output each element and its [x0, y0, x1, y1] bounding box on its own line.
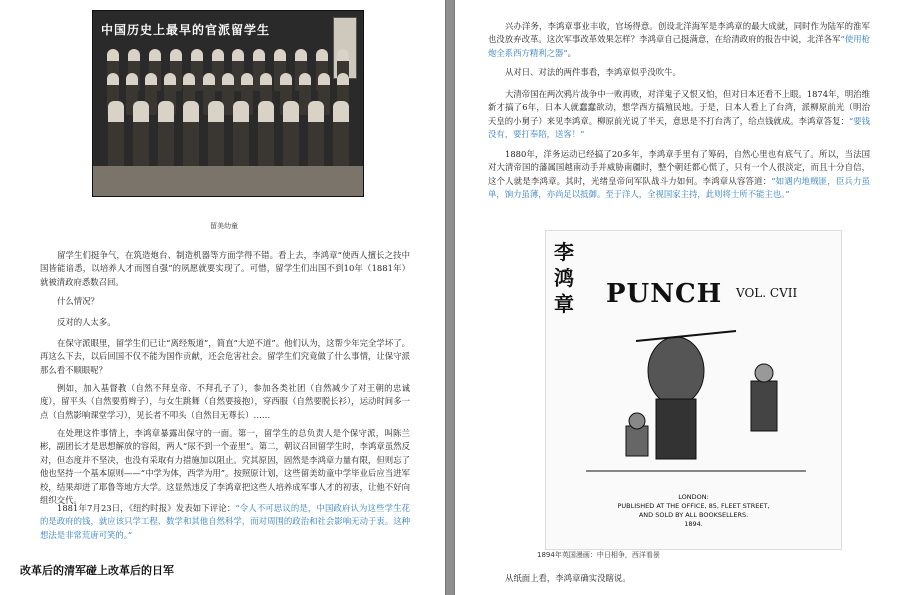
right-p4-text: 1880年，洋务运动已经搞了20多年，李鸿章手里有了筹码，自然心里也有底气了。所以，当法国对大清帝国的藩属国越南动手并威胁南疆时，整个朝廷都心慌了，只有一个人很淡定，而且十分自信，这个人就是李鸿章。其时，光绪皇帝问军队战斗力如何。李鸿章从容答道：: [488, 149, 870, 186]
right-p1-text: 兴办洋务，李鸿章事业丰收，官场得意。创设北洋海军是李鸿章的最大成就，同时作为陆军的淮军也没放弃改革。这次军事改革效果怎样？李鸿章自己挺满意，在给清政府的报告中说，北洋各军: [488, 21, 870, 45]
right-p1-quote: “使用枪炮全系西方精利之器”: [488, 34, 870, 58]
punch-cartoon: [545, 230, 842, 550]
right-last-line: 从纸面上看，李鸿章确实没瞎说。: [505, 573, 631, 583]
cartoon-illustration: [586, 311, 806, 481]
quote-lead: 1881年7月23日，《纽约时报》发表如下评论：: [57, 503, 236, 513]
left-page: [0, 0, 445, 595]
photo-caption: 留美幼童: [210, 222, 238, 230]
photo-row-front: [103, 101, 353, 176]
paragraph-1: 留学生们挺争气，在筑造炮台、制造机器等方面学得不错。看上去，李鸿章“使西人擅长之技中国皆能谙悉，以培养人才而图自强”的夙愿就要实现了。可惜，留学生们出国不到10年（1881年）就被清政府悉数召回。: [40, 250, 410, 287]
right-paragraph-4: [488, 148, 870, 202]
right-paragraph-2: 从对日、对法的两件事看，李鸿章似乎没吹牛。: [505, 67, 681, 77]
book-gutter: [445, 0, 455, 595]
paragraph-4: 在保守派眼里，留学生们已让“离经叛道”，简直“大逆不道”。他们认为，这帮少年完全学坏了。再这么下去，以后回国不仅不能为国作贡献，还会危害社会。留学生们究竟做了什么事情，让保守派那么看不顺眼呢？: [40, 338, 410, 375]
cartoon-imprint: [566, 493, 821, 529]
cartoon-caption: 1894年英国漫画：中日相争，西洋看景: [537, 551, 660, 559]
right-p3-text: 大清帝国在两次鸦片战争中一败再败，对洋鬼子又恨又怕，但对日本还看不上眼。1874年，明治维新才搞了6年，日本人就蠢蠢欲动，想学西方搞殖民地。于是，日本人看上了台湾，派柳原前光（明治天皇的小舅子）来见李鸿章。柳原前光说了半天，意思是不打台湾了，给点钱就成。李鸿章答复：: [488, 89, 870, 126]
right-paragraph-1: [488, 20, 870, 60]
imprint-line-1: LONDON:: [678, 493, 709, 501]
nyt-quote: “令人不可思议的是，中国政府认为这些学生花的是政府的钱，就应该只学工程、数学和其他自然科学，而对周围的政治和社会影响无动于衷。这种想法是非常荒唐可笑的。”: [40, 503, 411, 540]
photo-floor: [93, 166, 363, 196]
imprint-line-2: PUBLISHED AT THE OFFICE, 85, FLEET STREET,: [617, 502, 770, 510]
paragraph-quote: [40, 502, 410, 542]
paragraph-5: 例如，加入基督教（自然不拜皇帝、不拜孔子了），参加各类社团（自然减少了对王朝的忠诚度），留平头（自然要剪辫子），与女生跳舞（自然要接抱），穿西服（自然要脱长衫），运动时间多一点（自然影响课堂学习），见长者不叩头（自然目无尊长）……: [40, 383, 410, 420]
cartoon-chinese-label: 李鸿章: [554, 240, 574, 316]
right-p4-quote: “如遇内地贼匪，臣兵力虽单，饷力虽薄，亦尚足以抵御。至于洋人，全视国家主持，此则将士所不能主也。”: [488, 175, 871, 200]
paragraph-2: 什么情况？: [57, 296, 99, 306]
historical-photo: [92, 10, 364, 197]
right-page: [455, 0, 900, 595]
photo-banner: 中国历史上最早的官派留学生: [101, 23, 271, 37]
right-p1-end: 。: [567, 47, 577, 58]
imprint-line-3: AND SOLD BY ALL BOOKSELLERS.: [638, 511, 749, 519]
cartoon-volume: VOL. CVII: [736, 286, 798, 300]
right-paragraph-3: [488, 88, 870, 142]
paragraph-6: 在处理这件事情上，李鸿章暴露出保守的一面。第一，留学生的总负责人是个保守派，叫陈兰彬，副团长才是思想解放的容闳，两人“尿不到一个壶里”。第二，朝议召回留学生时，李鸿章虽然反对，但态度并不坚决，也没有采取有力措施加以阻止。究其原因，固然是李鸿章力量有限，但则忘了他也坚持一个基本原则——“中学为体，西学为用”。按照原计划，这些留美幼童中学毕业后应当进军校，结果却进了耶鲁等地方大学。这显然违反了李鸿章把这些人培养成军事人才的初衷，让他不好向组织交代。: [40, 428, 410, 506]
cartoon-title: PUNCH: [606, 279, 723, 309]
section-heading: 改革后的清军碰上改革后的日军: [20, 564, 174, 577]
imprint-line-4: 1894.: [684, 520, 703, 528]
paragraph-3: 反对的人太多。: [57, 317, 116, 327]
right-p3-quote: “要钱没有，要打奉陪，送客！”: [488, 115, 870, 140]
